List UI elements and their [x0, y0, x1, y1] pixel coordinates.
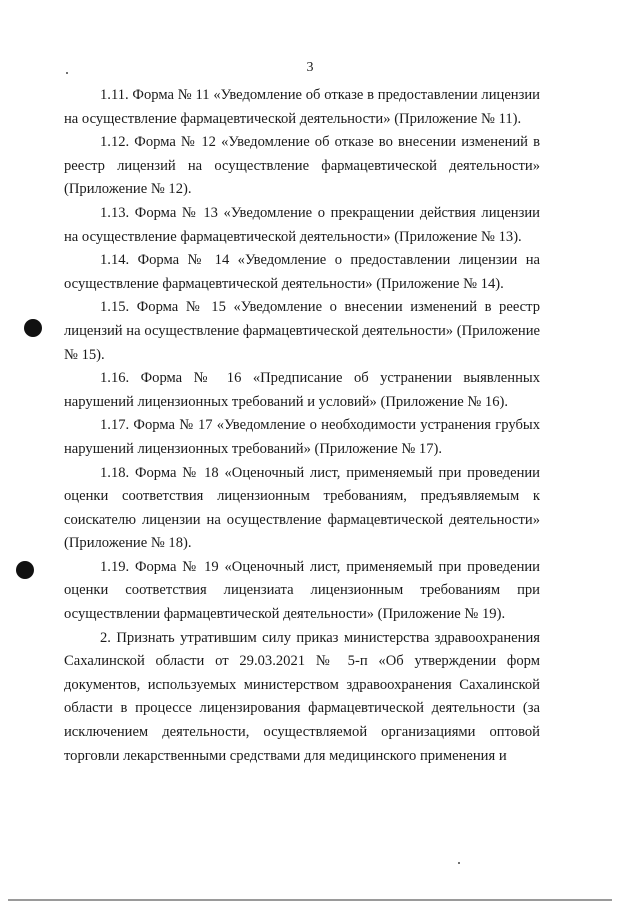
scan-speck: [458, 862, 460, 864]
paragraph-1-16: 1.16. Форма № 16 «Предписание об устранении выявленных нарушений лицензионных требований и условий» (Приложение № 16).: [64, 370, 540, 410]
paragraph-1-17: 1.17. Форма № 17 «Уведомление о необходимости устранения грубых нарушений лицензионных требований» (Приложение № 17).: [64, 417, 540, 457]
paragraph-2: 2. Признать утратившим силу приказ министерства здравоохранения Сахалинской области от 29.03.2021 № 5-п «Об утверждении форм документов, используемых министерством здравоохранения Сахалинской области в процессе лицензирования фармацевтической деятельности (за исключением деятельности, осуществляемой организациями оптовой торговли лекарственными средствами для медицинского применения и: [64, 629, 540, 764]
paragraph-1-19: 1.19. Форма № 19 «Оценочный лист, применяемый при проведении оценки соответствия лицензиата лицензионным требованиям при осуществлении фармацевтической деятельности» (Приложение № 19).: [64, 558, 540, 623]
paragraph-1-11: 1.11. Форма № 11 «Уведомление об отказе в предоставлении лицензии на осуществление фармацевтической деятельности» (Приложение № 11).: [64, 87, 540, 127]
document-body: [64, 84, 540, 768]
page-number: 3: [306, 60, 314, 75]
punch-hole-mark: [16, 561, 34, 579]
paragraph-1-13: 1.13. Форма № 13 «Уведомление о прекращении действия лицензии на осуществление фармацевтической деятельности» (Приложение № 13).: [64, 204, 540, 245]
scan-edge-line: [8, 899, 612, 901]
punch-hole-mark: [24, 319, 42, 337]
paragraph-1-15: 1.15. Форма № 15 «Уведомление о внесении изменений в реестр лицензий на осуществление фармацевтической деятельности» (Приложение № 15).: [64, 299, 540, 363]
paragraph-1-14: 1.14. Форма № 14 «Уведомление о предоставлении лицензии на осуществление фармацевтической деятельности» (Приложение № 14).: [64, 252, 540, 292]
paragraph-1-12: 1.12. Форма № 12 «Уведомление об отказе во внесении изменений в реестр лицензий на осуществление фармацевтической деятельности» (Приложение № 12).: [64, 134, 540, 198]
paragraph-1-18: 1.18. Форма № 18 «Оценочный лист, применяемый при проведении оценки соответствия лицензионным требованиям, предъявляемым к соискателю лицензии на осуществление фармацевтической деятельности» (Приложение № 18).: [64, 464, 540, 552]
scan-speck: [66, 72, 68, 74]
